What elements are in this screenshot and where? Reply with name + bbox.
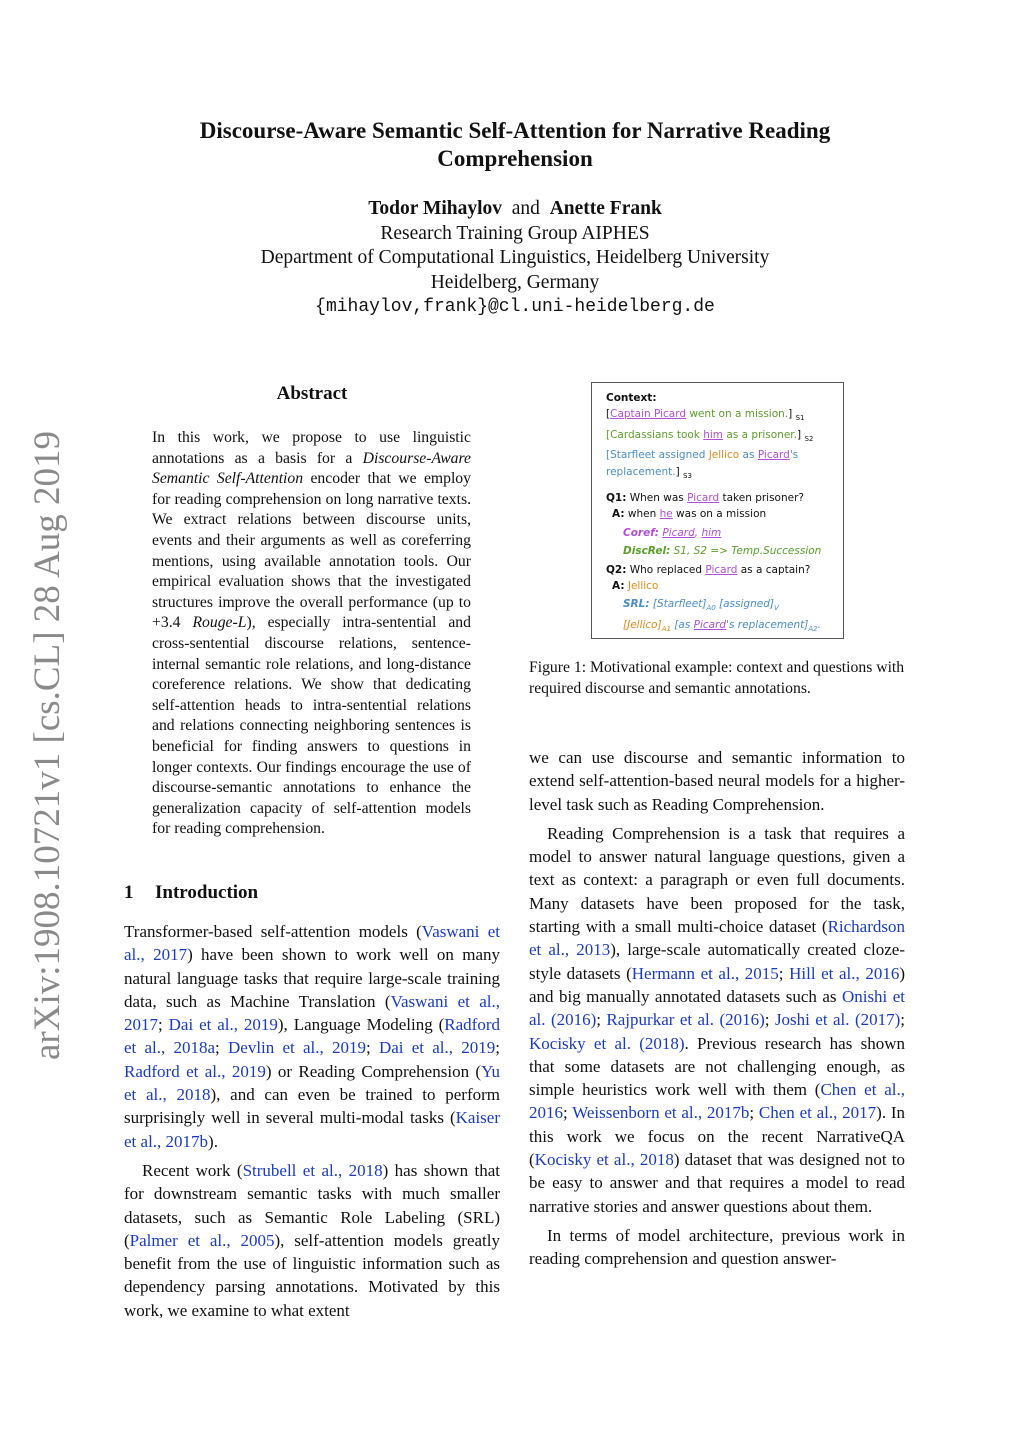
figure-sentence-s2 <box>606 427 829 447</box>
annotation-label: DiscRel: <box>623 545 671 558</box>
text: ) dataset that was designed not to be easy to answer and that requires a model to read narrative stories and answer questions about them. <box>529 1150 905 1216</box>
text: was on a mission <box>672 508 767 521</box>
text: , <box>694 526 702 539</box>
figure-discrel-annotation <box>606 543 829 559</box>
text: as a prisoner. <box>723 428 797 441</box>
citation-link[interactable]: Rajpurkar et al. (2016) <box>606 1010 765 1030</box>
section-heading <box>124 882 258 904</box>
citation-link[interactable]: Kaiser et al., 2017b <box>124 1108 500 1151</box>
entity-mention: he <box>659 508 673 521</box>
location: Heidelberg, Germany <box>430 271 600 293</box>
text: taken prisoner? <box>719 492 804 505</box>
sentence-tag: S3 <box>683 471 692 480</box>
citation-link[interactable]: Radford et al., 2019 <box>124 1061 266 1081</box>
srl-argument: [Jellico] <box>623 618 662 631</box>
left-column-body <box>124 920 500 1328</box>
entity-mention: Picard <box>662 526 695 539</box>
citation-link[interactable]: Vaswani et al., 2017 <box>124 991 501 1035</box>
srl-argument: 's replacement] <box>726 618 809 631</box>
entity-mention: Picard <box>693 618 727 631</box>
text: Recent work ( <box>142 1160 243 1180</box>
citation-link[interactable]: Joshi et al. (2017) <box>774 1010 901 1030</box>
text: as a captain? <box>737 563 811 576</box>
abstract-text: encoder that we employ for reading comprehension on long narrative texts. We extract relations between discourse units, events and their arguments as well as coreferring mentions, using available annotation tools. Our empirical evaluation shows that the investigated structures improve the overall performance (up to +3.4 <box>152 470 471 632</box>
figure-coref-annotation <box>606 525 829 541</box>
figure-sentence-s3 <box>606 447 829 463</box>
srl-role-tag: A0 <box>706 604 716 613</box>
text: ) have been shown to work well on many natural language tasks that require large-scale training data, such as Machine Translation ( <box>124 945 500 1011</box>
text: ). <box>208 1131 218 1151</box>
abstract-text: In this work, we propose to use linguistic annotations as a basis for a <box>152 429 471 467</box>
text: ; <box>563 1103 573 1123</box>
citation-link[interactable]: Radford et al., 2018a <box>124 1015 500 1058</box>
question-label: Q1: <box>606 492 627 505</box>
author-email: {mihaylov,frank}@cl.uni-heidelberg.de <box>315 297 715 317</box>
figure-question-1 <box>606 490 829 506</box>
text: when <box>624 508 660 521</box>
figure-sentence-s1 <box>606 406 829 426</box>
text: [ <box>606 408 611 421</box>
author-name: Todor Mihaylov <box>368 198 503 219</box>
text: ; <box>495 1038 500 1058</box>
paragraph: In terms of model architecture, previous work in reading comprehension and question answer- <box>529 1225 905 1269</box>
section-title: Introduction <box>155 882 259 903</box>
sentence-tag: S1 <box>795 414 805 423</box>
author-name: Anette Frank <box>549 198 662 219</box>
paragraph <box>124 920 500 1153</box>
citation-link[interactable]: Dai et al., 2019 <box>168 1015 278 1035</box>
text: ), large-scale automatically created cloze-style datasets ( <box>529 940 905 983</box>
entity-mention: him <box>701 526 722 539</box>
citation-link[interactable]: Richardson et al., 2013 <box>529 917 905 960</box>
citation-link[interactable]: Strubell et al., 2018 <box>242 1160 383 1180</box>
text: went on a mission. <box>686 408 789 421</box>
srl-role-tag: V <box>773 604 779 613</box>
figure-sentence-s3-cont <box>606 464 829 484</box>
text: ; <box>158 1015 169 1035</box>
text: ; <box>215 1038 228 1058</box>
srl-role-tag: A2 <box>808 624 818 633</box>
srl-argument: [Starfleet] <box>649 598 707 611</box>
author-block <box>120 197 910 320</box>
text: ), self-attention models greatly benefit from the use of linguistic information such as dependency parsing annotations. Motivated by this work, we examine to what extent <box>124 1230 500 1320</box>
figure-answer-1 <box>606 506 829 522</box>
entity-mention: Picard <box>705 563 738 576</box>
text: ). In this work we focus on the recent NarrativeQA ( <box>529 1103 905 1170</box>
entity-mention: Jellico <box>708 449 740 462</box>
sentence-tag: S2 <box>804 434 814 443</box>
figure-answer-2 <box>606 578 829 594</box>
text: ; <box>778 963 790 983</box>
arxiv-identifier: arXiv:1908.10721v1 [cs.CL] 28 Aug 2019 <box>27 431 68 1060</box>
entity-mention: him <box>703 428 724 441</box>
question-label: Q2: <box>606 563 627 576</box>
section-number: 1 <box>124 882 134 903</box>
text: Transformer-based self-attention models ( <box>124 922 422 941</box>
paragraph <box>529 822 905 1218</box>
citation-link[interactable]: Vaswani et al., 2017 <box>124 922 500 965</box>
text: ) and big manually annotated datasets such as <box>529 963 905 1006</box>
figure-1-box <box>591 382 844 639</box>
abstract-heading: Abstract <box>276 383 348 404</box>
citation-link[interactable]: Dai et al., 2019 <box>378 1038 496 1058</box>
text: ) or Reading Comprehension ( <box>265 1061 482 1081</box>
srl-argument: [as <box>670 618 694 631</box>
text: replacement. <box>606 465 676 478</box>
answer-label: A: <box>612 508 625 521</box>
entity-mention: Picard <box>757 449 790 462</box>
text: as <box>739 449 758 462</box>
abstract-body <box>152 428 471 840</box>
text: ; <box>764 1010 775 1030</box>
citation-link[interactable]: Hill et al., 2016 <box>789 963 900 983</box>
citation-link[interactable]: Kocisky et al. (2018) <box>529 1033 685 1053</box>
text: . <box>817 618 821 631</box>
annotation-label: Coref: <box>623 526 659 539</box>
affiliation: Research Training Group AIPHES <box>380 222 650 244</box>
text: ] <box>675 465 680 478</box>
paragraph <box>124 1159 500 1322</box>
paragraph: we can use discourse and semantic information to extend self-attention-based neural models for a higher-level task such as Reading Comprehension. <box>529 748 905 814</box>
text: ] <box>788 408 793 421</box>
srl-role-tag: A1 <box>661 624 671 633</box>
citation-link[interactable]: Hermann et al., 2015 <box>631 963 779 983</box>
figure-srl-annotation-cont <box>606 617 829 637</box>
citation-link[interactable]: Palmer et al., 2005 <box>129 1230 275 1250</box>
author-line <box>120 197 910 222</box>
text: When was <box>626 492 688 505</box>
figure-context-label: Context: <box>606 392 657 404</box>
annotation-value: S1, S2 => Temp.Succession <box>670 545 822 558</box>
text: 's <box>789 449 799 462</box>
text: ; <box>596 1010 607 1030</box>
annotation-label: SRL: <box>623 598 650 611</box>
abstract-emphasis: Discourse-Aware Semantic Self-Attention <box>152 449 471 488</box>
author-conjunction: and <box>511 198 540 219</box>
abstract-text: ), especially intra-sentential and cross-sentential discourse relations, sentence-internal semantic role relations, and long-distance coreference relations. We show that dedicating self-attention heads to intra-sentential relations and relations connecting neighboring sentences is beneficial for finding answers to questions in longer contexts. Our findings encourage the use of discourse-semantic annotations to enhance the generalization capacity of self-attention models for reading comprehension. <box>152 614 471 838</box>
citation-link[interactable]: Chen et al., 2017 <box>758 1103 877 1123</box>
text: ) has shown that for downstream semantic tasks with much smaller datasets, such as Semantic Role Labeling (SRL) ( <box>124 1160 500 1250</box>
text: ; <box>749 1103 759 1123</box>
figure-srl-annotation <box>606 596 829 616</box>
citation-link[interactable]: Devlin et al., 2019 <box>228 1038 366 1058</box>
paper-title: Discourse-Aware Semantic Self-Attention for Narrative Reading Comprehension <box>199 118 831 171</box>
text: Who replaced <box>626 563 706 576</box>
abstract-emphasis: Rouge-L <box>192 614 247 632</box>
text: ; <box>366 1038 379 1058</box>
citation-link[interactable]: Chen et al., 2016 <box>529 1080 905 1123</box>
text: [Starfleet assigned <box>606 449 709 462</box>
citation-link[interactable]: Onishi et al. (2016) <box>529 986 905 1030</box>
text: . Previous research has shown that some datasets are not challenging enough, as simple heuristics work well with them ( <box>529 1033 905 1100</box>
citation-link[interactable]: Weissenborn et al., 2017b <box>572 1103 750 1123</box>
text: ), and can even be trained to perform surprisingly well in several multi-modal tasks ( <box>124 1085 501 1128</box>
text: Reading Comprehension is a task that requires a model to answer natural language questions, given a text as context: a paragraph or even full documents. Many datasets have been proposed for the task, starting with a small multi-choice dataset ( <box>529 823 905 937</box>
right-column-body <box>529 746 905 1277</box>
srl-verb: [assigned] <box>715 598 774 611</box>
citation-link[interactable]: Yu et al., 2018 <box>124 1061 500 1105</box>
figure-1-caption: Figure 1: Motivational example: context and questions with required discourse and semantic annotations. <box>529 659 905 697</box>
entity-mention: Picard <box>687 492 720 505</box>
entity-mention: Captain Picard <box>610 408 687 421</box>
figure-question-2 <box>606 562 829 578</box>
answer-label: A: <box>612 580 625 593</box>
text: ] <box>797 428 802 441</box>
text: ), Language Modeling ( <box>277 1015 445 1035</box>
text: ; <box>900 1010 905 1030</box>
text: [Cardassians took <box>606 428 704 441</box>
affiliation: Department of Computational Linguistics, Heidelberg University <box>260 247 770 268</box>
citation-link[interactable]: Kocisky et al., 2018 <box>534 1150 674 1170</box>
answer-value: Jellico <box>624 580 659 593</box>
